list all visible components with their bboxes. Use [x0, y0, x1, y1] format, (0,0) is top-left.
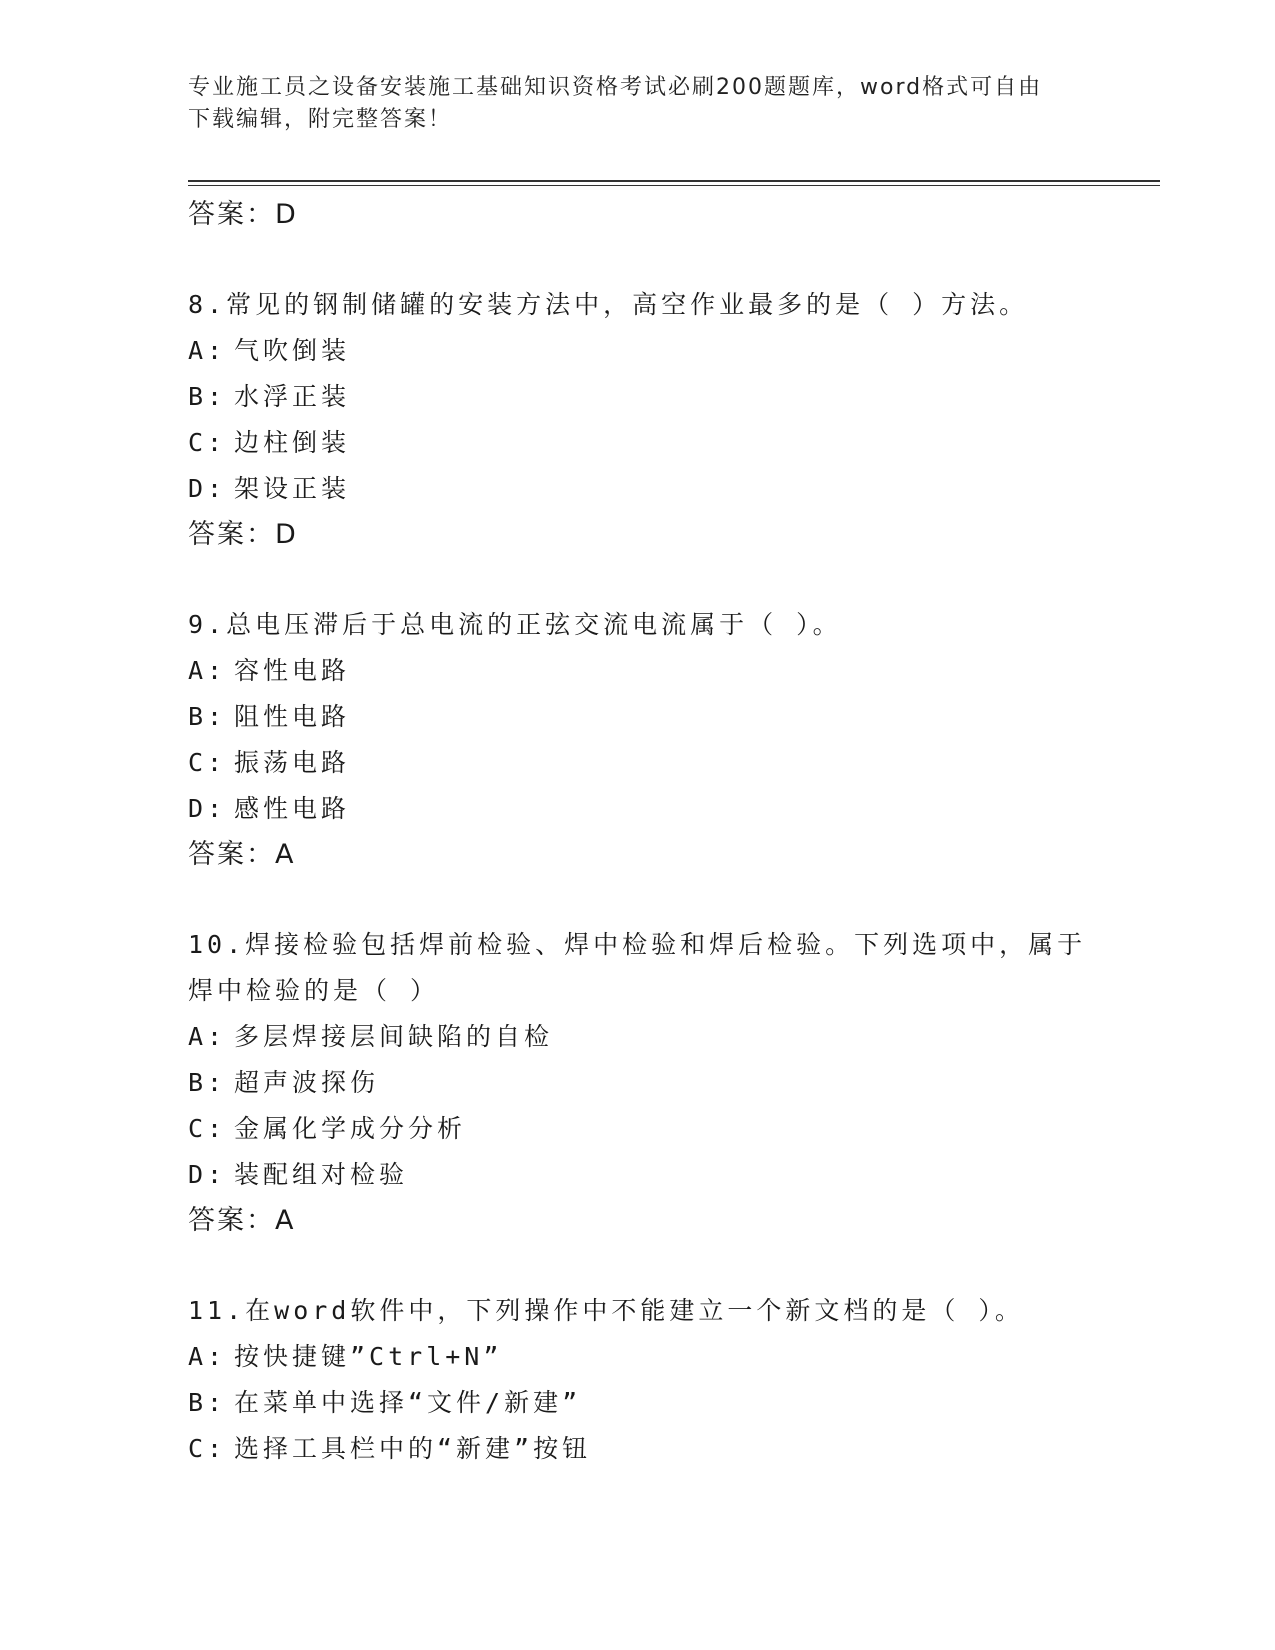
answer: 答案：D — [188, 519, 298, 550]
option-a: A: 气吹倒装 — [188, 336, 351, 365]
option-c: C: 选择工具栏中的“新建”按钮 — [188, 1434, 592, 1463]
option-d: D: 架设正装 — [188, 474, 351, 503]
question-title: 8.常见的钢制储罐的安装方法中，高空作业最多的是（ ）方法。 — [188, 290, 1029, 319]
header-line-2: 下载编辑，附完整答案！ — [188, 107, 453, 132]
option-b: B: 水浮正装 — [188, 382, 351, 411]
question-title-line-2: 焊中检验的是（ ） — [188, 976, 440, 1005]
question-8 — [188, 282, 1108, 558]
option-b: B: 阻性电路 — [188, 702, 351, 731]
answer: 答案：A — [188, 1205, 296, 1236]
document-body — [188, 192, 1108, 1472]
header-divider-thin — [188, 185, 1160, 186]
header-line-1: 专业施工员之设备安装施工基础知识资格考试必刷200题题库，word格式可自由 — [188, 75, 1043, 100]
option-a: A: 按快捷键”Ctrl+N” — [188, 1342, 503, 1371]
option-a: A: 容性电路 — [188, 656, 351, 685]
question-title: 9.总电压滞后于总电流的正弦交流电流属于（ ）。 — [188, 610, 842, 639]
question-title: 11.在word软件中，下列操作中不能建立一个新文档的是（ ）。 — [188, 1296, 1024, 1325]
option-d: D: 感性电路 — [188, 794, 351, 823]
document-header — [188, 72, 1088, 136]
option-c: C: 振荡电路 — [188, 748, 351, 777]
option-c: C: 边柱倒装 — [188, 428, 351, 457]
option-d: D: 装配组对检验 — [188, 1160, 409, 1189]
previous-answer: 答案：D — [188, 199, 298, 230]
option-b: B: 超声波探伤 — [188, 1068, 380, 1097]
answer: 答案：A — [188, 839, 296, 870]
header-divider-thick — [188, 180, 1160, 182]
question-11 — [188, 1288, 1108, 1472]
question-title-line-1: 10.焊接检验包括焊前检验、焊中检验和焊后检验。下列选项中，属于 — [188, 930, 1087, 959]
question-9 — [188, 602, 1108, 878]
option-c: C: 金属化学成分分析 — [188, 1114, 467, 1143]
option-a: A: 多层焊接层间缺陷的自检 — [188, 1022, 554, 1051]
question-10 — [188, 922, 1108, 1244]
option-b: B: 在菜单中选择“文件/新建” — [188, 1388, 582, 1417]
